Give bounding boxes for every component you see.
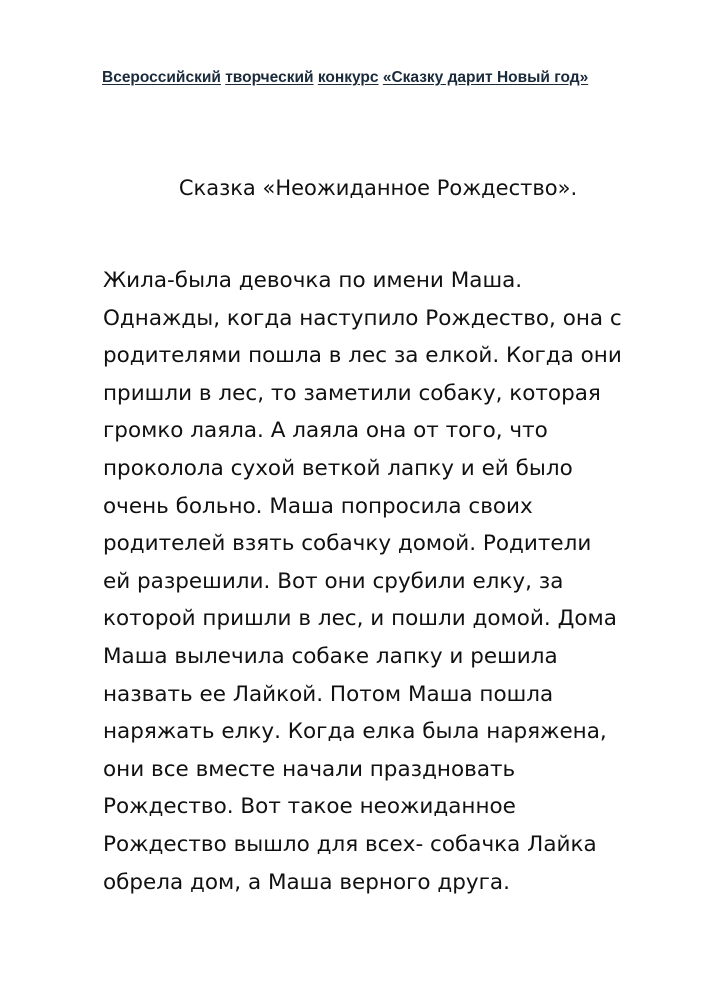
- story-line: Однажды, когда наступило Рождество, она с: [103, 305, 622, 331]
- story-body: [103, 262, 663, 901]
- story-line: Рождество вышло для всех- собачка Лайка: [103, 831, 597, 857]
- story-line: пришли в лес, то заметили собаку, которая: [103, 380, 601, 406]
- story-line: Жила-была девочка по имени Маша.: [103, 268, 523, 293]
- story-line: очень больно. Маша попросила своих: [103, 493, 533, 519]
- story-line: проколола сухой веткой лапку и ей было: [103, 455, 573, 481]
- story-line: которой пришли в лес, и пошли домой. Дома: [103, 606, 617, 632]
- story-line: родителями пошла в лес за елкой. Когда они: [103, 343, 622, 369]
- story-line: родителей взять собачку домой. Родители: [103, 531, 592, 557]
- header-link-konkurs[interactable]: конкурс: [317, 69, 379, 86]
- story-title: Сказка «Неожиданное Рождество».: [178, 176, 578, 200]
- story-line: ей разрешили. Вот они срубили елку, за: [103, 568, 564, 594]
- header-link-tvorcheskiy[interactable]: творческий: [225, 69, 314, 86]
- story-line: обрела дом, а Маша верного друга.: [103, 869, 510, 895]
- contest-header: [102, 68, 662, 88]
- story-line: Маша вылечила собаке лапку и решила: [103, 643, 558, 669]
- story-line: они все вместе начали праздновать: [103, 756, 516, 782]
- header-link-contest-name[interactable]: «Сказку дарит Новый год»: [382, 69, 589, 86]
- story-line: назвать ее Лайкой. Потом Маша пошла: [103, 681, 554, 707]
- story-line: громко лаяла. А лаяла она от того, что: [103, 418, 548, 444]
- story-line: Рождество. Вот такое неожиданное: [103, 794, 516, 820]
- story-line: наряжать елку. Когда елка была наряжена,: [103, 719, 607, 745]
- header-link-vserossiyskiy[interactable]: Всероссийский: [102, 69, 221, 86]
